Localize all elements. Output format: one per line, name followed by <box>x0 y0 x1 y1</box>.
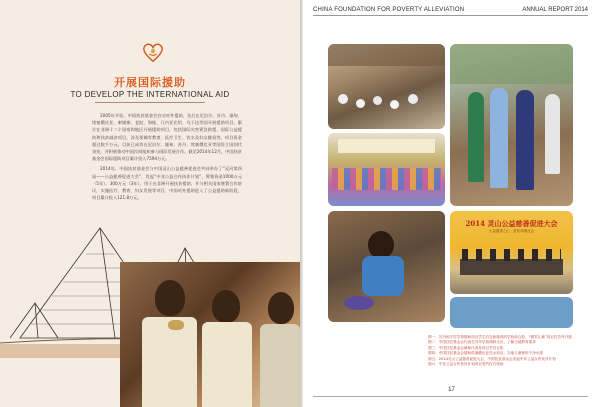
header-rule <box>313 15 588 16</box>
hut-roof <box>328 44 445 66</box>
conference-banner: 2014 灵山公益慈善促进大会 <box>465 219 558 228</box>
caption-6: 图六：中非公益合作伙伴计划项目签约仪式现场 <box>428 362 504 367</box>
caption-2: 图二：中国扶贫基金会代表在苏丹学校调研走访，了解当地教育需求 <box>428 340 536 345</box>
panel-people <box>462 249 561 261</box>
right-page <box>303 0 600 407</box>
running-header-org: CHINA FOUNDATION FOR POVERTY ALLEVIATION <box>313 7 465 13</box>
photo-visit-village <box>450 44 573 206</box>
paragraph-1: 2005年开始，中国扶贫基金会启动对外援助，先后在尼泊尔、苏丹、缅甸、埃塞俄比亚、柬埔寨、老挝、海地、几内亚比绍、乌干达等国开展援助项目，累计在非洲十二个国家和地区开展援助项目，包括国际灾害紧急救援、国际公益援助和扶贫减贫项目，涉及领域有教育、医疗卫生、饮水及妇女赋权等，项目资金超过数千万元。目前已成功在尼泊尔、缅甸、苏丹、埃塞俄比亚等国设立国别代表处，并积极推动中国民间组织参与国际发展合作。截至2014年12月，中国扶贫基金会国际援助项目累计投入7594万元。 <box>92 113 242 162</box>
page-number: 17 <box>448 387 455 393</box>
person-figure <box>545 94 560 174</box>
stage-banner <box>338 139 435 153</box>
title-divider <box>95 102 205 103</box>
photo-school-children <box>328 44 445 129</box>
children-photo <box>120 262 300 407</box>
caption-3: 图三：中国扶贫基金会缅甸代表处项目学员合影 <box>428 345 504 350</box>
section-title-cn: 开展国际援助 <box>114 76 186 89</box>
child-shirt <box>142 317 197 407</box>
child-head <box>155 280 185 316</box>
figure-shape <box>338 94 348 104</box>
child-figure <box>368 231 394 259</box>
tree-canopy <box>450 44 573 84</box>
group-row <box>332 168 441 190</box>
water-basin <box>344 296 374 310</box>
figure-shape <box>373 96 382 105</box>
child-shirt <box>362 256 404 296</box>
child-head <box>212 290 240 323</box>
bread-in-hand <box>168 320 184 330</box>
body-text <box>92 112 242 204</box>
figure-shape <box>408 94 418 104</box>
caption-5: 图五：2014灵山公益慈善促进大会，中国扶贫基金会发起中非公益合作伙伴计划 <box>428 356 556 361</box>
conference-banner-sub: 公益慈善之心 · 爱佑和谐社会 <box>488 229 535 233</box>
photo-group-ceremony <box>328 133 445 206</box>
accent-blue-box <box>450 297 573 328</box>
person-figure <box>468 92 484 182</box>
person-figure <box>490 88 508 188</box>
paragraph-2: 2014年，中国扶贫基金会与中国灵山公益慈善促进会共同举办了“灵河第四届——公益慈善促进大会”，发起“中非公益合作伙伴计划”，筹集资金1000万元（5年）、300万元（3年），用于在非洲开展扶贫援助，并与相关国家签署合作协议，实施医疗、教育、妇女发展等项目，中国对外援助进入了公益援助新阶段，项目累计投入121.8万元。 <box>92 166 242 201</box>
heart-logo-icon <box>142 42 164 64</box>
photo-captions <box>428 335 593 367</box>
figure-shape <box>390 100 399 109</box>
child-head <box>268 292 294 324</box>
section-title-en: TO DEVELOP THE INTERNATIONAL AID <box>70 90 230 99</box>
caption-1: 图一：苏丹和平村学校援助项目学生们在新落成的学校前合影，“微笑儿童”项目在苏丹开展 <box>428 335 572 339</box>
photo-child-water <box>328 211 445 322</box>
footer-rule <box>313 396 588 397</box>
figure-shape <box>356 99 365 108</box>
caption-4: 图四：中国扶贫基金会援助埃塞俄比亚饮水项目，当地儿童使用干净水源 <box>428 351 543 356</box>
child-shirt <box>202 322 252 407</box>
panel-table <box>460 259 563 275</box>
child-shirt <box>260 324 300 407</box>
person-figure <box>516 90 534 190</box>
running-header-report: ANNUAL REPORT 2014 <box>522 7 588 13</box>
photo-charity-conference <box>450 211 573 294</box>
